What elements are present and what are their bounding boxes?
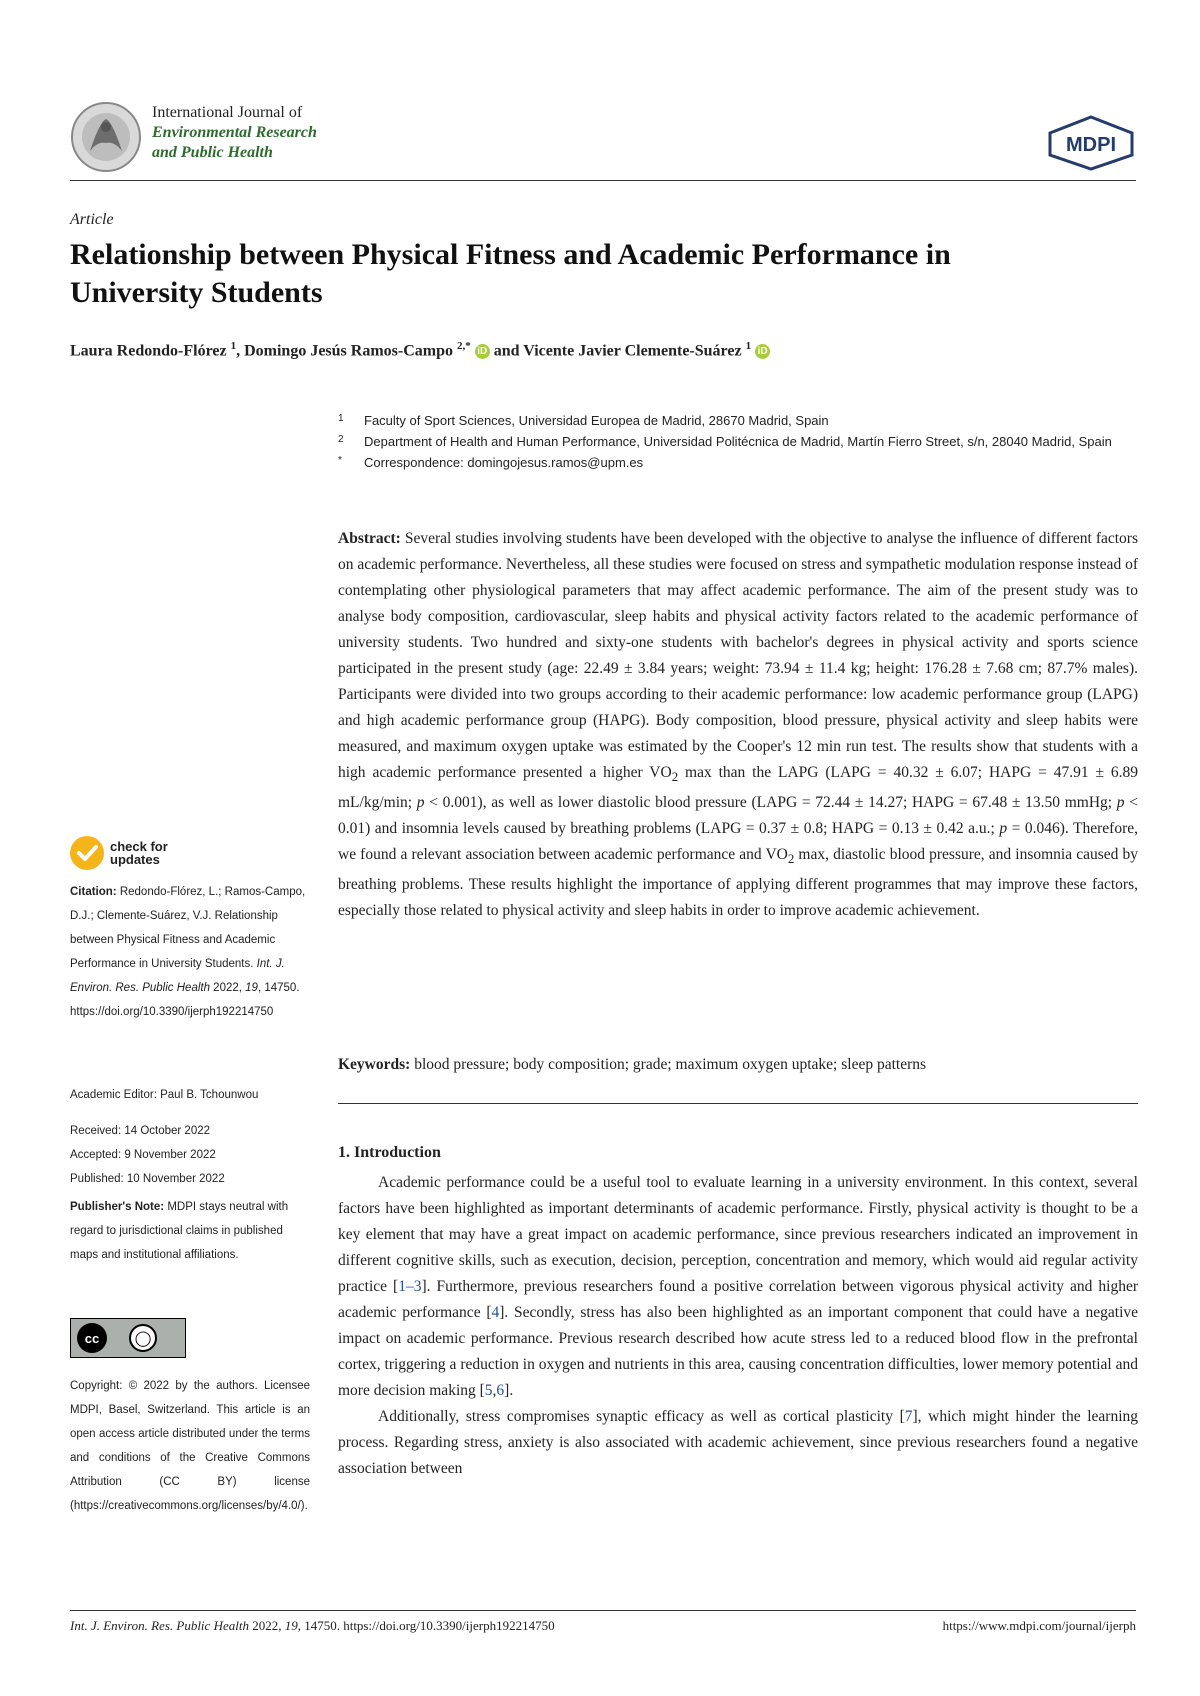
- author-separator: and: [489, 342, 524, 360]
- author-name[interactable]: Laura Redondo-Flórez: [70, 342, 227, 360]
- p-value-symbol: p: [1116, 794, 1125, 812]
- p-value-symbol: p: [416, 794, 425, 812]
- article-type: Article: [70, 211, 114, 228]
- orcid-icon[interactable]: iD: [475, 344, 490, 359]
- affiliation-item: [338, 452, 1138, 473]
- abstract-text: < 0.01) and insomnia levels caused by breathing problems (LAPG = 0.37 ± 0.8; HAPG = 0.13 ± 0.42 a.u.;: [338, 794, 1138, 838]
- introduction-body: [338, 1170, 1138, 1482]
- paragraph: [338, 1404, 1138, 1482]
- author-name[interactable]: Vicente Javier Clemente-Suárez: [523, 342, 742, 360]
- received-date: Received: 14 October 2022: [70, 1125, 211, 1137]
- affiliation-mark: 1: [338, 413, 344, 424]
- abstract-text: < 0.001), as well as lower diastolic blood pressure (LAPG = 72.44 ± 14.27; HAPG = 67.48 ± 13.50 mmHg;: [424, 794, 1117, 812]
- citation-text: Redondo-Flórez, L.; Ramos-Campo, D.J.; Clemente-Suárez, V.J. Relationship between Physical Fitness and Academic Performance in University Students.: [70, 886, 306, 970]
- citation-link[interactable]: 5: [484, 1382, 493, 1399]
- accepted-date: Accepted: 9 November 2022: [70, 1149, 216, 1161]
- citation-link[interactable]: 4: [491, 1304, 500, 1321]
- author-affiliation-mark: 2,*: [457, 340, 471, 352]
- citation-label: Citation:: [70, 886, 117, 898]
- citation-link[interactable]: 1–3: [398, 1278, 422, 1295]
- keywords-text: blood pressure; body composition; grade; maximum oxygen uptake; sleep patterns: [410, 1056, 927, 1073]
- author-affiliation-mark: 1: [230, 340, 237, 352]
- paragraph-text: ], which might hinder the learning process. Regarding stress, anxiety is also associated with academic achievement, since previous researchers found a negative association between: [338, 1408, 1138, 1477]
- abstract-text: max, diastolic blood pressure, and insomnia caused by breathing problems. These results highlight the importance of applying different programmes that may improve these factors, especially those related to physical activity and sleep habits in order to improve academic achievement.: [338, 846, 1138, 920]
- affiliations: [338, 410, 1138, 473]
- affiliation-item: [338, 410, 1138, 431]
- article-title: Relationship between Physical Fitness and Academic Performance in University Students: [70, 238, 951, 309]
- subscript: 2: [787, 851, 795, 867]
- affiliation-text: Department of Health and Human Performance, Universidad Politécnica de Madrid, Martín Fierro Street, s/n, 28040 Madrid, Spain: [364, 434, 1112, 449]
- journal-name-line3: and Public Health: [152, 144, 273, 161]
- publisher-note-text: MDPI stays neutral with regard to jurisdictional claims in published maps and institutional affiliations.: [70, 1201, 289, 1261]
- citation-year: 2022,: [209, 982, 246, 994]
- abstract-text: Several studies involving students have been developed with the objective to analyse the influence of different factors on academic performance. Nevertheless, all these studies were focused on stress and sympathetic modulation response instead of contemplating other physiological parameters that may affect academic performance. The aim of the present study was to analyse body composition, cardiovascular, sleep habits and physical activity factors related to the academic performance of university students. Two hundred and sixty-one students with bachelor's degrees in physical activity and sports science participated in the present study (age: 22.49 ± 3.84 years; weight: 73.94 ± 11.4 kg; height: 176.28 ± 7.68 cm; 87.7% males). Participants were divided into two groups according to their academic performance: low academic performance group (LAPG) and high academic performance group (HAPG). Body composition, blood pressure, physical activity and sleep habits were measured, and maximum oxygen uptake was estimated by the Cooper's 12 min run test. The results show that students with a high academic performance presented a higher VO: [338, 530, 1139, 781]
- citation-volume: 19: [245, 982, 258, 994]
- citation-block: [70, 880, 310, 1024]
- journal-logo-icon: [70, 101, 142, 173]
- journal-name: [152, 103, 317, 163]
- author-list: [70, 340, 770, 360]
- published-date: Published: 10 November 2022: [70, 1173, 225, 1185]
- academic-editor: Academic Editor: Paul B. Tchounwou: [70, 1089, 259, 1101]
- abstract-text: = 0.046). Therefore, we found a relevant association between academic performance and VO: [338, 820, 1139, 864]
- abstract-text: max than the LAPG (LAPG = 40.32 ± 6.07; HAPG = 47.91 ± 6.89 mL/kg/min;: [338, 764, 1138, 812]
- paragraph-text: Academic performance could be a useful tool to evaluate learning in a university environment. In this context, several factors have been highlighted as important determinants of academic performance. Firstly, physical activity is thought to be a key element that may have a great impact on academic performance, since previous researchers indicated an improvement in different cognitive skills, such as execution, decision, perception, concentration and memory, which would aid regular activity practice [: [338, 1174, 1138, 1295]
- check-updates-label: check for: [110, 839, 168, 854]
- keywords: [338, 1052, 1138, 1078]
- affiliation-text: Faculty of Sport Sciences, Universidad Europea de Madrid, 28670 Madrid, Spain: [364, 413, 829, 428]
- p-value-symbol: p: [999, 820, 1008, 838]
- affiliation-item: [338, 431, 1138, 452]
- journal-name-line2: Environmental Research: [152, 124, 317, 141]
- paragraph-text: Additionally, stress compromises synaptic efficacy as well as cortical plasticity [: [378, 1408, 905, 1425]
- affiliation-mark: 2: [338, 434, 344, 445]
- author-separator: ,: [236, 342, 245, 360]
- copyright-notice: Copyright: © 2022 by the authors. Licensee MDPI, Basel, Switzerland. This article is an open access article distributed under the terms and conditions of the Creative Commons Attribution (CC BY) license (https://creativecommons.org/licenses/by/4.0/).: [70, 1380, 310, 1512]
- publisher-note-label: Publisher's Note:: [70, 1201, 165, 1213]
- footer-divider: [70, 1610, 1136, 1611]
- author-name[interactable]: Domingo Jesús Ramos-Campo: [244, 342, 453, 360]
- cc-by-license-badge[interactable]: [70, 1318, 186, 1358]
- paragraph-text: ]. Secondly, stress has also been highlighted as an important component that could have a negative impact on academic performance. Previous research described how acute stress led to a reduced blood flow in the prefrontal cortex, triggering a reduction in oxygen and nutrients in this area, causing concentration difficulties, lower memory potential and more decision making [: [338, 1304, 1138, 1399]
- abstract-label: Abstract:: [338, 530, 401, 547]
- footer-journal-url[interactable]: https://www.mdpi.com/journal/ijerph: [942, 1618, 1136, 1633]
- footer-volume: 19: [284, 1618, 298, 1633]
- publication-dates: [70, 1119, 310, 1191]
- publisher-note: [70, 1195, 310, 1267]
- author-affiliation-mark: 1: [745, 340, 752, 352]
- citation-journal: Int. J. Environ. Res. Public Health: [70, 958, 285, 994]
- section-heading: 1. Introduction: [338, 1144, 441, 1161]
- citation-link[interactable]: 7: [904, 1408, 913, 1425]
- cc-icon: cc: [77, 1323, 107, 1353]
- journal-name-line1: International Journal of: [152, 104, 303, 121]
- keywords-divider: [338, 1103, 1138, 1104]
- citation-link[interactable]: 6: [496, 1382, 505, 1399]
- correspondence-text[interactable]: Correspondence: domingojesus.ramos@upm.es: [364, 455, 644, 470]
- attribution-icon: ◯: [129, 1324, 157, 1352]
- check-for-updates-button[interactable]: [70, 836, 168, 870]
- header-divider: [70, 180, 1136, 181]
- paragraph: Academic performance could be a useful tool to evaluate learning in a university environment. In this context, several factors have been highlighted as important determinants of academic performance. Firstly, physical activity is thought to be a key element that may have a great impact on academic performance, since previous researchers indicated an improvement in different cognitive skills, such as execution, decision, perception, concentration and memory, which would aid regular activity practice [1–3]. Furthermore, previous researchers found a positive correlation between vigorous physical activity and higher academic performance [4]. Secondly, stress has also been highlighted as an important component that could have a negative impact on academic performance. Previous research described how acute stress led to a reduced blood flow in the prefrontal cortex, triggering a reduction in oxygen and nutrients in this area, causing concentration difficulties, lower memory potential and more decision making [5,6].: [338, 1174, 1138, 1399]
- footer-year: 2022,: [248, 1618, 285, 1633]
- orcid-icon[interactable]: iD: [755, 344, 770, 359]
- keywords-label: Keywords:: [338, 1056, 411, 1073]
- mdpi-logo-icon: [1046, 115, 1136, 171]
- paragraph-text: ]. Furthermore, previous researchers found a positive correlation between vigorous physical activity and higher academic performance [: [338, 1278, 1138, 1321]
- abstract: [338, 526, 1138, 924]
- mdpi-logo-text: MDPI: [1066, 134, 1116, 156]
- check-updates-label: updates: [110, 852, 160, 867]
- footer-doi[interactable]: , 14750. https://doi.org/10.3390/ijerph192214750: [297, 1618, 555, 1633]
- paragraph-text: ].: [504, 1382, 514, 1399]
- citation-doi[interactable]: , 14750. https://doi.org/10.3390/ijerph192214750: [70, 982, 300, 1018]
- footer-journal: Int. J. Environ. Res. Public Health: [70, 1618, 249, 1633]
- check-updates-icon: [70, 836, 104, 870]
- subscript: 2: [671, 769, 679, 785]
- affiliation-mark: *: [338, 455, 342, 466]
- footer-citation: [70, 1618, 555, 1634]
